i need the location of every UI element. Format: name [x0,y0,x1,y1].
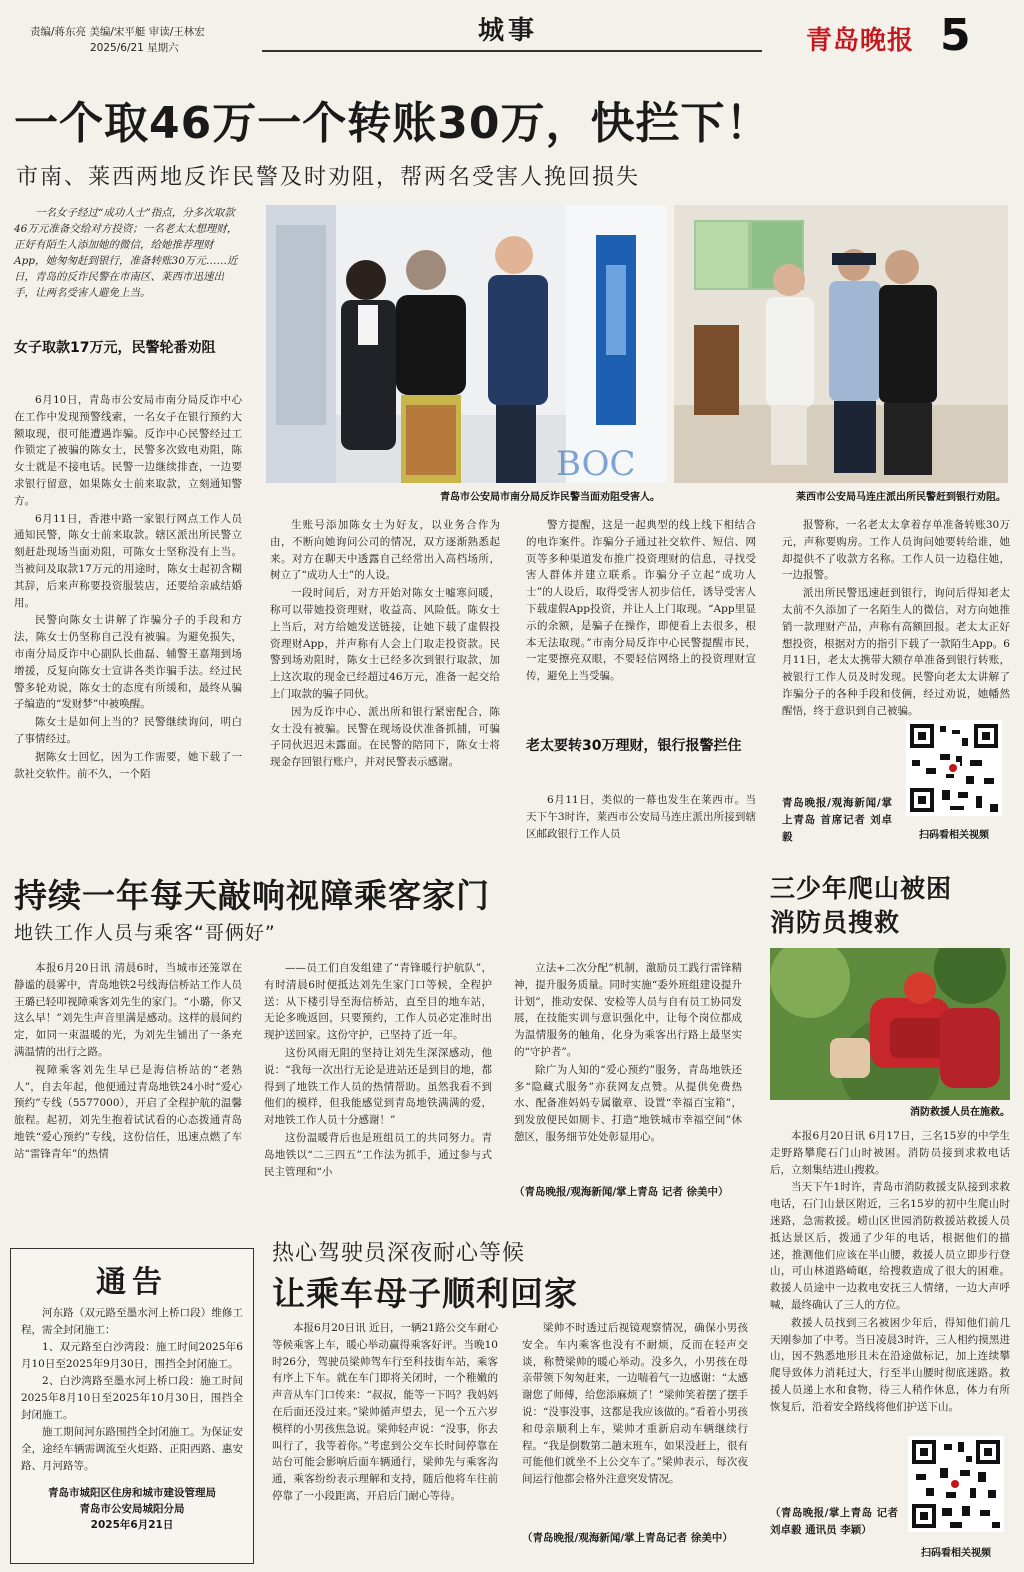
notice-body [21,1305,243,1475]
photo-bank-counter-illustration [266,205,666,483]
story4-kicker: 热心驾驶员深夜耐心等候 [272,1241,526,1266]
story1-subhead1: 女子取款17万元，民警轮番劝阻 [14,340,216,356]
notice-signature [21,1485,243,1533]
story4-headline: 让乘车母子顺利回家 [272,1274,578,1313]
paragraph: 当天下午1时许，青岛市消防救援支队接到求救电话，石门山景区附近，三名15岁的初中生爬山时迷路，急需救援。崂山区世园消防救援站救援人员抵达景区后，拨通了少年的电话，根据他们的描述，推测他们应该在半山腰，救援人员立即步行登山，可山林道路崎岖，给搜救造成了很大的困难。救援人员途中一边救电安抚三人情绪，一边大声呼喊，最终确认了三人的方位。 [770,1181,1010,1311]
paragraph: 报警称，一名老太太拿着存单准备转账30万元，声称要购房。工作人员询问她要转给谁，她却提供不了收款方名称。工作人员一边稳住她，一边报警。 [782,519,1010,582]
qr-pattern [908,1436,1004,1532]
paragraph: 视障乘客刘先生早已是海信桥站的“老熟人”，自去年起，他便通过青岛地铁24小时“爱心预约”专线（5577000），开启了全程护航的温馨旅程。起初，刘先生抱着试试看的心态拨通青岛地铁“爱心预约”专线，这份信任，迅速点燃了车站“雷锋青年”的热情 [14,1063,242,1160]
story3-headline-line1: 三少年爬山被困 [770,874,953,903]
paragraph: 这份温暖背后也是班组员工的共同努力。青岛地铁以“二三四五”工作法为抓手，通过参与式民主管理和“小 [264,1131,492,1178]
story3-photo-caption: 消防救援人员在施救。 [910,1107,1010,1118]
public-notice-box [10,1248,254,1564]
paragraph: 6月10日，青岛市公安局市南分局反诈中心在工作中发现预警线索，一名女子在银行预约大额取现，很可能遭遇诈骗。反诈中心民警经过工作锁定了被骗的陈女士，民警多次致电劝阻，陈女士就是不接电话。民警一边继续排查，一边要求银行留意，如果陈女士前来取款，立刻通知警方。 [14,394,242,507]
paragraph: 一段时间后，对方开始对陈女士嘘寒问暖，称可以带她投资理财，收益高、风险低。陈女士上当后，对方给她发送链接，让她下载了虚假投资理财App，并声称有人会上门取走投资款。民警到场劝阻时，陈女士已经多次到银行取款，加上这次取的现金已经超过46万元，准备一起交给上门取款的骗子同伙。 [270,587,500,700]
photo2-caption: 莱西市公安局马连庄派出所民警赶到银行劝阻。 [796,492,1006,503]
photo-police-bank-illustration [674,205,1008,483]
qr-pattern [906,720,1002,816]
notice-paragraph: 2、白沙湾路至墨水河上桥口段：施工时间2025年8月10日至2025年10月30日，围挡全封闭施工。 [21,1375,243,1421]
story2-column2 [264,960,492,1220]
story4-column1 [272,1320,498,1566]
story1-byline: 青岛晚报/观海新闻/掌上青岛 首席记者 刘卓毅 [782,797,892,843]
paragraph: 警方提醒，这是一起典型的线上线下相结合的电诈案件。诈骗分子通过社交软件、短信、网页等多种渠道发布推广投资理财的信息，寻找受害人群体并建立联系。诈骗分子立起“成功人士”的人设后，取得受害人初步信任，诱导受害人下载虚假App投资，并让人上门取现。“App里显示的余额，是骗子在操作，即便看上去很多，根本无法取现。”市南分局反诈中心民警提醒市民，一定要擦亮双眼，不要轻信网络上的投资理财宣传，避免上当受骗。 [526,519,756,683]
photo-mountain-rescue-illustration [770,948,1010,1100]
paragraph: 6月11日，类似的一幕也发生在莱西市。当天下午3时许，莱西市公安局马连庄派出所接到辖区邮政银行工作人员 [526,794,756,840]
notice-paragraph: 1、双元路至白沙湾段：施工时间2025年6月10日至2025年9月30日，围挡全封闭施工。 [21,1341,243,1370]
paragraph: 因为反诈中心、派出所和银行紧密配合，陈女士没有被骗。民警在现场设伏准备抓捕，可骗子同伙迟迟未露面。在民警的陪同下，陈女士将现金存回银行账户，并对民警表示感谢。 [270,705,500,769]
paragraph: 陈女士是如何上当的？民警继续询问，明白了事情经过。 [14,716,242,745]
paragraph: 除广为人知的“爱心预约”服务，青岛地铁还多“隐藏式服务”亦获网友点赞。从提供免费热水、配备准妈妈专属徽章、设置“幸福百宝箱”，到发放便民如厕卡、打造“地铁城市幸福空间”休憩区，服务细节处处彰显用心。 [514,1063,742,1143]
story3-headline [770,872,1010,940]
issue-date: 2025/6/21 星期六 [90,42,179,54]
story4-byline: （青岛晚报/观海新闻/掌上青岛记者 徐美中） [522,1532,733,1544]
story1-headline: 一个取46万一个转账30万，快拦下！ [14,98,771,149]
paragraph: 派出所民警迅速赶到银行，询问后得知老太太前不久添加了一名陌生人的微信，对方向她推销一款理财产品，声称有高额回报。老太太正好想投资，根据对方的指引下载了一款陌生App。6月11日，老太太携带大额存单准备到银行转账，被银行工作人员及时发现。民警向老太太讲解了诈骗分子的各种手段和伎俩，经过劝说，她幡然醒悟，终于意识到自己被骗。 [782,587,1010,717]
paragraph: 这份风雨无阻的坚持让刘先生深深感动，他说：“我每一次出行无论是进站还是到目的地，都得到了地铁工作人员的热情帮助。虽然我看不到他们的模样，但我能感觉到青岛地铁满满的爱，对地铁工作人员十分感谢！” [264,1046,492,1127]
story2-column1 [14,960,242,1240]
story1-column3 [526,517,756,722]
story2-column3 [514,960,742,1180]
story2-byline: （青岛晚报/观海新闻/掌上青岛 记者 徐美中） [514,1186,729,1198]
photo1-caption: 青岛市公安局市南分局反诈民警当面劝阻受害人。 [440,492,660,503]
paragraph: 救援人员找到三名被困少年后，得知他们前几天刚参加了中考。当日凌晨3时许，三人相约摸黑进山，因不熟悉地形且未在沿途做标记，加上连续攀爬导致体力消耗过大，行至半山腰时彻底迷路。救援人员递上水和食物，待三人稍作休息，体力有所恢复后，沿着安全路线将他们护送下山。 [770,1316,1010,1413]
paragraph: 本报6月20日讯 6月17日，三名15岁的中学生走野路攀爬石门山时被困。消防员接到求救电话后，立刻集结进山搜救。 [770,1130,1010,1176]
photo-bank-counter [266,205,666,483]
paragraph: 本报6月20日讯 近日，一辆21路公交车耐心等候乘客上车，暖心举动赢得乘客好评。当晚10时26分，驾驶员梁帅驾车行至科技街车站，乘客有序上下车。就在车门即将关闭时，一个稚嫩的声音从车门口传来：“叔叔，能等一下吗？我妈妈在后面还没过来。”梁帅循声望去，见一个五六岁模样的小男孩焦急说。梁帅轻声说：“没事，你去叫行了，我等着你。”考虑到公交车长时间停靠在站台可能会影响后面车辆通行，梁帅先与乘客沟通，乘客纷纷表示理解和支持，随后他将车往前停靠了一小段距离，开启后门耐心等待。 [272,1322,498,1502]
story1-subhead2: 老太要转30万理财，银行报警拦住 [526,738,742,754]
bank-sign-text: BOC [556,444,636,483]
header-rule [262,50,762,52]
qr-code-icon[interactable] [908,1436,1004,1532]
page-number: 5 [940,10,971,61]
notice-date: 2025年6月21日 [90,1519,174,1531]
paragraph: 据陈女士回忆，因为工作需要，她下载了一款社交软件。前不久，一个陌 [14,750,242,780]
story1-column3b [526,792,756,842]
paragraph: 立法+二次分配”机制，激励员工践行雷锋精神，提升服务质量。同时实施“委外班组建设提升计划”，推动安保、安检等人员与自有员工协同发展，在技能实训与意识强化中，让每个岗位都成为温情服务的触角，化身为乘客出行路上最坚实的“守护者”。 [514,962,742,1058]
notice-signer2: 青岛市公安局城阳分局 [79,1503,185,1515]
story2-headline: 持续一年每天敲响视障乘客家门 [14,876,490,915]
paragraph: 本报6月20日讯 清晨6时，当城市还笼罩在静谧的晨雾中，青岛地铁2号线海信桥站工作人员王璐已轻叩视障乘客刘先生的家门。“小璐，你又这么早！”刘先生声音里满是感动。这样的晨间约定，如同一束温暖的光，为刘先生铺出了一条充满温情的出行之路。 [14,962,242,1058]
story1-subheadline: 市南、莱西两地反诈民警及时劝阻，帮两名受害人挽回损失 [16,165,641,190]
paragraph: 6月11日，香港中路一家银行网点工作人员通知民警，陈女士前来取款。辖区派出所民警立刻赶赴现场当面劝阻，可陈女士坚称没有上当。当被问及取款17万元的用途时，陈女士起初含糊其辞，后来声称要投资服装店，还要给亲戚结婚用。 [14,512,242,609]
notice-signer1: 青岛市城阳区住房和城市建设管理局 [48,1487,216,1499]
story4-column2 [522,1320,748,1528]
newspaper-logo: 青岛晚报 [806,26,915,56]
story1-column4 [782,517,1010,717]
story1-lead: 一名女子经过“成功人士”指点，分多次取款46万元准备交给对方投资；一名老太太想理财，正好有陌生人添加她的微信，给她推荐理财App，她匆匆赶到银行，准备转账30万元……近日，青岛的反诈民警在市南区、莱西市迅速出手，让两名受害人避免上当。 [14,207,238,299]
paragraph: 生账号添加陈女士为好友，以业务合作为由，不断向她询问公司的情况，双方逐渐熟悉起来。对方在聊天中透露自己经常出入高档场所，树立了“成功人士”的人设。 [270,519,500,582]
paragraph: ——员工们自发组建了“青锋暖行护航队”，有时清晨6时便抵达刘先生家门口等候，全程护送：从下楼引导至海信桥站，直至目的地车站，无论多晚返回，只要预约，工作人员必定准时出现护送回家。这份守护，已坚持了近一年。 [264,962,492,1042]
story3-byline: （青岛晚报/掌上青岛 记者 刘卓毅 通讯员 李颖） [770,1507,898,1536]
story3-qr-caption: 扫码看相关视频 [921,1548,991,1559]
notice-paragraph: 施工期间河东路围挡全封闭施工。为保证安全，途经车辆需调流至火炬路、正阳西路、惠安路、月河路等。 [21,1426,243,1472]
notice-title: 通告 [96,1265,168,1300]
paragraph: 民警向陈女士讲解了诈骗分子的手段和方法，陈女士仍坚称自己没有被骗。为避免损失，市南分局反诈中心副队长曲磊、辅警王嘉翔到场增援，反复向陈女士宣讲各类诈骗手法。经过民警多轮劝说，陈女士的态度有所缓和，最终从骗子编造的“发财梦”中被唤醒。 [14,614,242,711]
paragraph: 梁帅不时透过后视镜观察情况，确保小男孩安全。车内乘客也没有不耐烦，反而在轻声交谈，称赞梁帅的暖心举动。没多久，小男孩在母亲带领下匆匆赶来，一边喘着气一边感谢：“太感谢您了师傅，给您添麻烦了！”梁帅笑着摆了摆手说：“没事没事，这都是我应该做的。”看着小男孩和母亲顺利上车，梁帅才重新启动车辆继续行程。“我是倒数第二趟末班车，如果没赶上，很有可能他们就坐不上公交车了。”梁帅表示，每次夜间运行他都会格外注意突发情况。 [522,1322,748,1486]
qr-code-icon[interactable] [906,720,1002,816]
story3-headline-line2: 消防员搜救 [770,908,901,937]
story1-column1 [14,392,242,842]
story2-subheadline: 地铁工作人员与乘客“哥俩好” [14,922,276,944]
photo-police-bank [674,205,1008,483]
story1-qr-caption: 扫码看相关视频 [919,830,989,841]
masthead-credits [30,24,205,56]
story1-column2 [270,517,500,842]
story3-body [770,1128,1010,1434]
section-name: 城事 [478,16,539,46]
photo-mountain-rescue [770,948,1010,1100]
notice-paragraph: 河东路（双元路至墨水河上桥口段）维修工程，需全封闭施工： [21,1307,243,1336]
editors-line: 责编/蒋东亮 美编/宋平艇 审读/王林宏 [30,26,205,38]
